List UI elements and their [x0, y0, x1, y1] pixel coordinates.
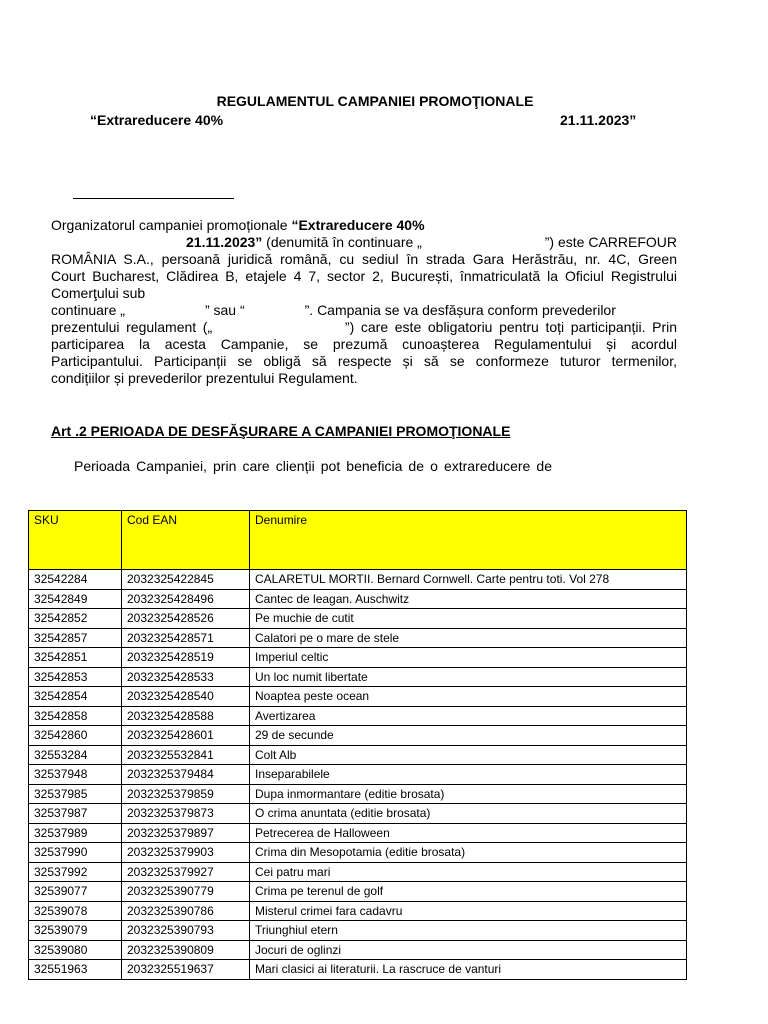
cell-sku: 32537990: [29, 843, 122, 863]
cell-name: CALARETUL MORTII. Bernard Cornwell. Carte pentru toti. Vol 278: [250, 570, 687, 590]
cell-sku: 32539080: [29, 940, 122, 960]
cell-sku: 32537985: [29, 784, 122, 804]
table-row: [29, 667, 687, 687]
intro-line-10: condițiilor și prevederilor prezentului Regulament.: [51, 370, 358, 386]
intro-text: ”. Campania se va desfășura conform prevederilor: [304, 302, 616, 318]
intro-line-3: ROMÂNIA S.A., persoană juridică română, cu sediul în strada Gara Herăstrău, nr. 4C, Green: [51, 251, 677, 267]
cell-name: Un loc numit libertate: [250, 667, 687, 687]
cell-sku: 32537989: [29, 823, 122, 843]
intro-text: ” sau “: [204, 302, 245, 318]
table-row: [29, 570, 687, 590]
period-paragraph: Perioada Campaniei, prin care clienții pot beneficia de o extrareducere de: [74, 458, 552, 474]
cell-sku: 32542857: [29, 628, 122, 648]
table-row: [29, 706, 687, 726]
intro-date: 21.11.2023”: [186, 234, 263, 250]
header-ean: Cod EAN: [122, 511, 250, 570]
intro-line-5: Comerţului sub: [51, 285, 146, 301]
signature-line: [73, 198, 234, 199]
table-row: [29, 609, 687, 629]
cell-ean: 2032325428601: [122, 726, 250, 746]
cell-sku: 32542851: [29, 648, 122, 668]
cell-ean: 2032325379873: [122, 804, 250, 824]
intro-line-4: Court Bucharest, Clădirea B, etajele 4 7, sector 2, București, înmatriculată la Oficiul Registrului: [51, 268, 677, 284]
intro-text: continuare „: [51, 302, 125, 318]
table-row: [29, 628, 687, 648]
cell-name: Pe muchie de cutit: [250, 609, 687, 629]
cell-sku: 32542284: [29, 570, 122, 590]
cell-name: Misterul crimei fara cadavru: [250, 901, 687, 921]
table-body: [29, 570, 687, 980]
cell-ean: 2032325428533: [122, 667, 250, 687]
table-row: [29, 843, 687, 863]
table-row: [29, 960, 687, 980]
cell-name: Noaptea peste ocean: [250, 687, 687, 707]
table-row: [29, 784, 687, 804]
cell-sku: 32539079: [29, 921, 122, 941]
cell-sku: 32542849: [29, 589, 122, 609]
table-row: [29, 940, 687, 960]
cell-name: Colt Alb: [250, 745, 687, 765]
cell-name: Crima din Mesopotamia (editie brosata): [250, 843, 687, 863]
table-row: [29, 589, 687, 609]
cell-name: Petrecerea de Halloween: [250, 823, 687, 843]
cell-ean: 2032325379903: [122, 843, 250, 863]
intro-text: (denumită în continuare „: [262, 234, 422, 250]
table-row: [29, 882, 687, 902]
cell-name: Imperiul celtic: [250, 648, 687, 668]
cell-ean: 2032325379897: [122, 823, 250, 843]
cell-sku: 32542858: [29, 706, 122, 726]
cell-sku: 32542860: [29, 726, 122, 746]
table-row: [29, 765, 687, 785]
cell-ean: 2032325428519: [122, 648, 250, 668]
cell-ean: 2032325390809: [122, 940, 250, 960]
cell-sku: 32539077: [29, 882, 122, 902]
table-row: [29, 726, 687, 746]
cell-sku: 32553284: [29, 745, 122, 765]
table-row: [29, 862, 687, 882]
cell-ean: 2032325428496: [122, 589, 250, 609]
cell-name: Avertizarea: [250, 706, 687, 726]
cell-ean: 2032325422845: [122, 570, 250, 590]
cell-name: Crima pe terenul de golf: [250, 882, 687, 902]
header-sku: SKU: [29, 511, 122, 570]
table-row: [29, 921, 687, 941]
cell-ean: 2032325379859: [122, 784, 250, 804]
cell-sku: 32542853: [29, 667, 122, 687]
cell-sku: 32542852: [29, 609, 122, 629]
intro-text: ”) este CARREFOUR: [544, 234, 677, 250]
table-row: [29, 687, 687, 707]
cell-ean: 2032325379927: [122, 862, 250, 882]
cell-sku: 32537992: [29, 862, 122, 882]
table-row: [29, 745, 687, 765]
cell-ean: 2032325379484: [122, 765, 250, 785]
cell-name: 29 de secunde: [250, 726, 687, 746]
intro-campaign-name: “Extrareducere 40%: [291, 217, 425, 233]
cell-sku: 32537987: [29, 804, 122, 824]
cell-name: Jocuri de oglinzi: [250, 940, 687, 960]
table-row: [29, 823, 687, 843]
cell-ean: 2032325428540: [122, 687, 250, 707]
cell-ean: 2032325390786: [122, 901, 250, 921]
cell-ean: 2032325428571: [122, 628, 250, 648]
cell-ean: 2032325428588: [122, 706, 250, 726]
product-table: [28, 510, 687, 980]
cell-ean: 2032325532841: [122, 745, 250, 765]
cell-sku: 32542854: [29, 687, 122, 707]
cell-name: Dupa inmormantare (editie brosata): [250, 784, 687, 804]
intro-line-8: participarea la acesta Campanie, se prezumă cunoașterea Regulamentului și acordul: [51, 336, 677, 352]
table-row: [29, 804, 687, 824]
intro-text: Organizatorul campaniei promoționale: [51, 217, 292, 233]
cell-sku: 32539078: [29, 901, 122, 921]
cell-name: Inseparabilele: [250, 765, 687, 785]
campaign-name: “Extrareducere 40%: [90, 112, 224, 128]
cell-name: Mari clasici ai literaturii. La rascruce de vanturi: [250, 960, 687, 980]
cell-name: Calatori pe o mare de stele: [250, 628, 687, 648]
article-2-heading: Art .2 PERIOADA DE DESFĂŞURARE A CAMPANIEI PROMOŢIONALE: [51, 423, 511, 439]
cell-ean: 2032325390779: [122, 882, 250, 902]
cell-sku: 32537948: [29, 765, 122, 785]
intro-line-1: [51, 217, 677, 234]
intro-line-6: [51, 302, 677, 319]
cell-name: Cantec de leagan. Auschwitz: [250, 589, 687, 609]
cell-ean: 2032325428526: [122, 609, 250, 629]
intro-paragraph: [51, 217, 677, 387]
intro-line-9: Participantului. Participanții se obligă să respecte și să se conformeze tuturor termenilor,: [51, 353, 677, 369]
intro-line-7: prezentului regulament („ ”) care este obligatoriu pentru toți participanții. Prin: [51, 319, 677, 335]
table-row: [29, 648, 687, 668]
campaign-date: 21.11.2023”: [560, 112, 637, 128]
table-row: [29, 901, 687, 921]
cell-ean: 2032325519637: [122, 960, 250, 980]
cell-ean: 2032325390793: [122, 921, 250, 941]
cell-name: Triunghiul etern: [250, 921, 687, 941]
document-title: REGULAMENTUL CAMPANIEI PROMOŢIONALE: [216, 93, 534, 109]
intro-line-2: [51, 234, 677, 251]
header-name: Denumire: [250, 511, 687, 570]
cell-name: Cei patru mari: [250, 862, 687, 882]
table-header-row: [29, 511, 687, 570]
cell-sku: 32551963: [29, 960, 122, 980]
cell-name: O crima anuntata (editie brosata): [250, 804, 687, 824]
